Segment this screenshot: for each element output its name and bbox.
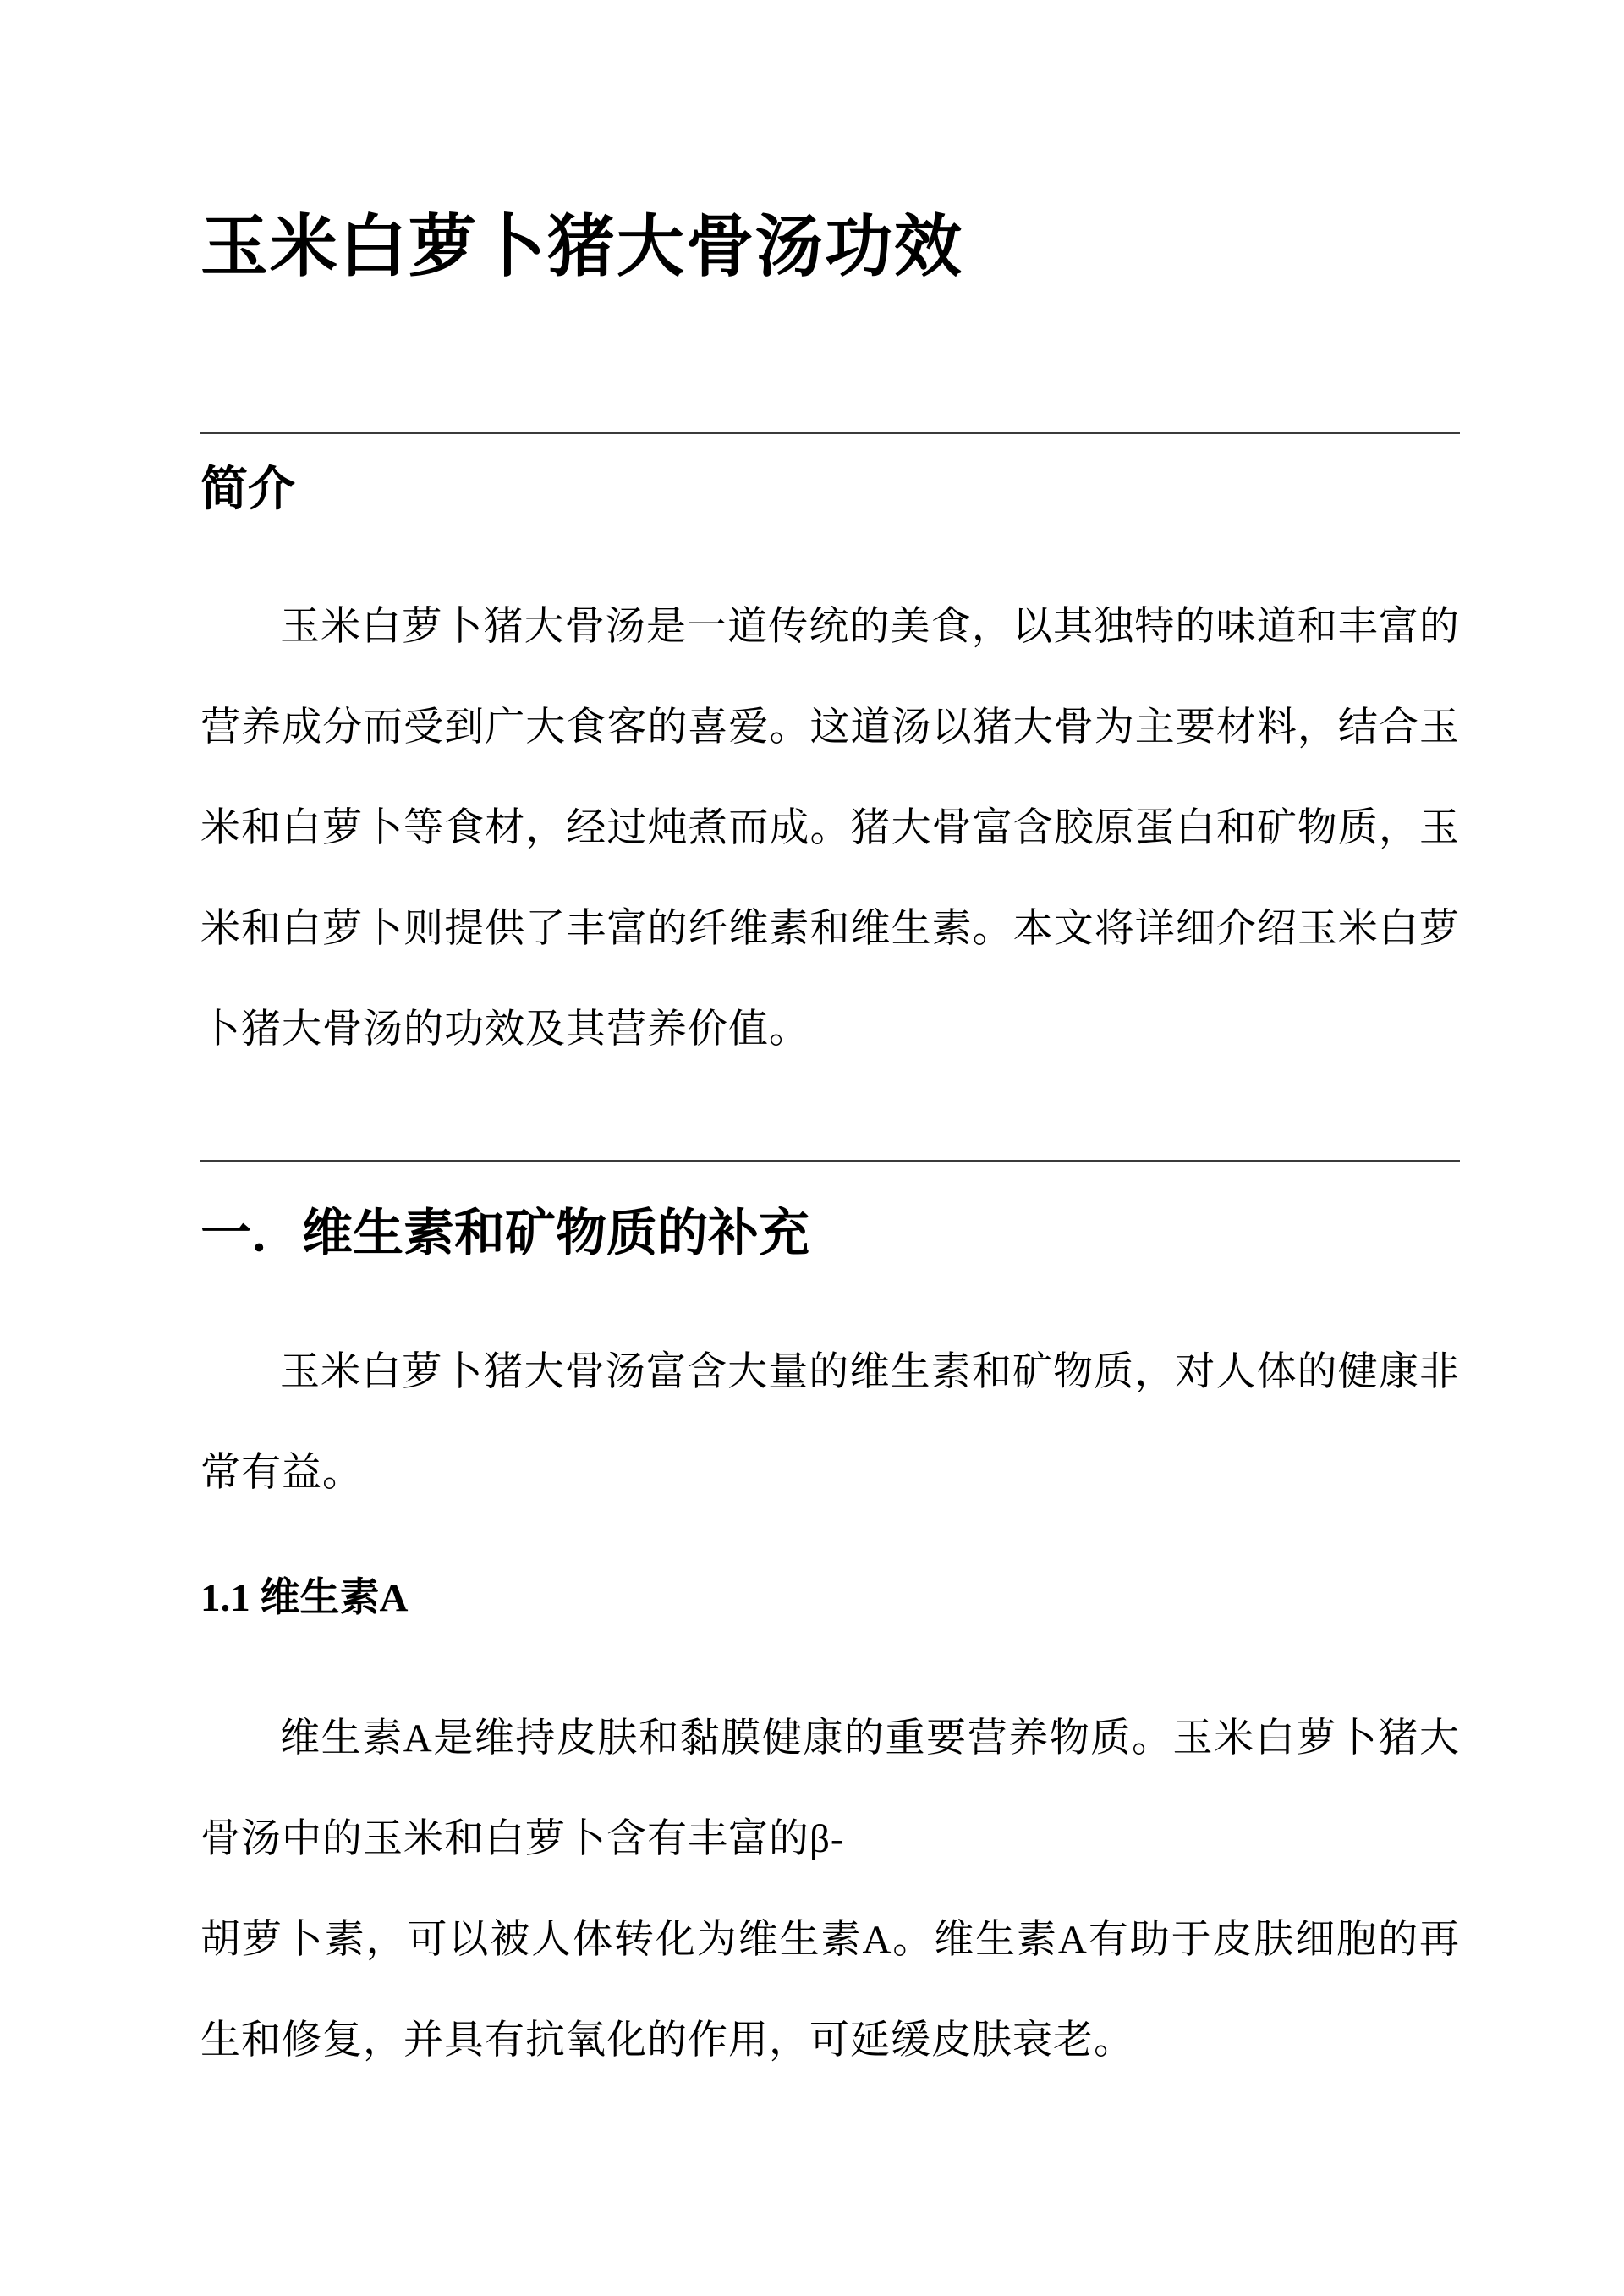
document-title: 玉米白萝卜猪大骨汤功效 [200, 211, 963, 285]
subsection-1-1-heading: 1.1 维生素A [200, 1575, 409, 1620]
intro-paragraph: 玉米白萝卜猪大骨汤是一道传统的美食，以其独特的味道和丰富的营养成分而受到广大食客的喜爱。这道汤以猪大骨为主要材料，结合玉米和白萝卜等食材，经过炖煮而成。猪大骨富含胶原蛋白和矿物质，玉米和白萝卜则提供了丰富的纤维素和维生素。本文将详细介绍玉米白萝卜猪大骨汤的功效及其营养价值。 [200, 604, 1460, 1052]
section1-paragraph: 玉米白萝卜猪大骨汤富含大量的维生素和矿物质，对人体的健康非常有益。 [200, 1349, 1460, 1495]
vitamin-a-text-part2: 胡萝卜素，可以被人体转化为维生素A。维生素A有助于皮肤细胞的再生和修复，并具有抗氧化的作用，可延缓皮肤衰老。 [200, 1917, 1460, 2063]
vitamin-a-paragraph [200, 1689, 1460, 2091]
section-divider [200, 432, 1460, 434]
section1-heading: 一．维生素和矿物质的补充 [200, 1205, 809, 1261]
section-divider [200, 1160, 1460, 1162]
vitamin-a-text-part1: 维生素A是维持皮肤和黏膜健康的重要营养物质。玉米白萝卜猪大骨汤中的玉米和白萝卜含有丰富的β- [200, 1716, 1460, 1861]
intro-heading: 简介 [200, 464, 295, 516]
